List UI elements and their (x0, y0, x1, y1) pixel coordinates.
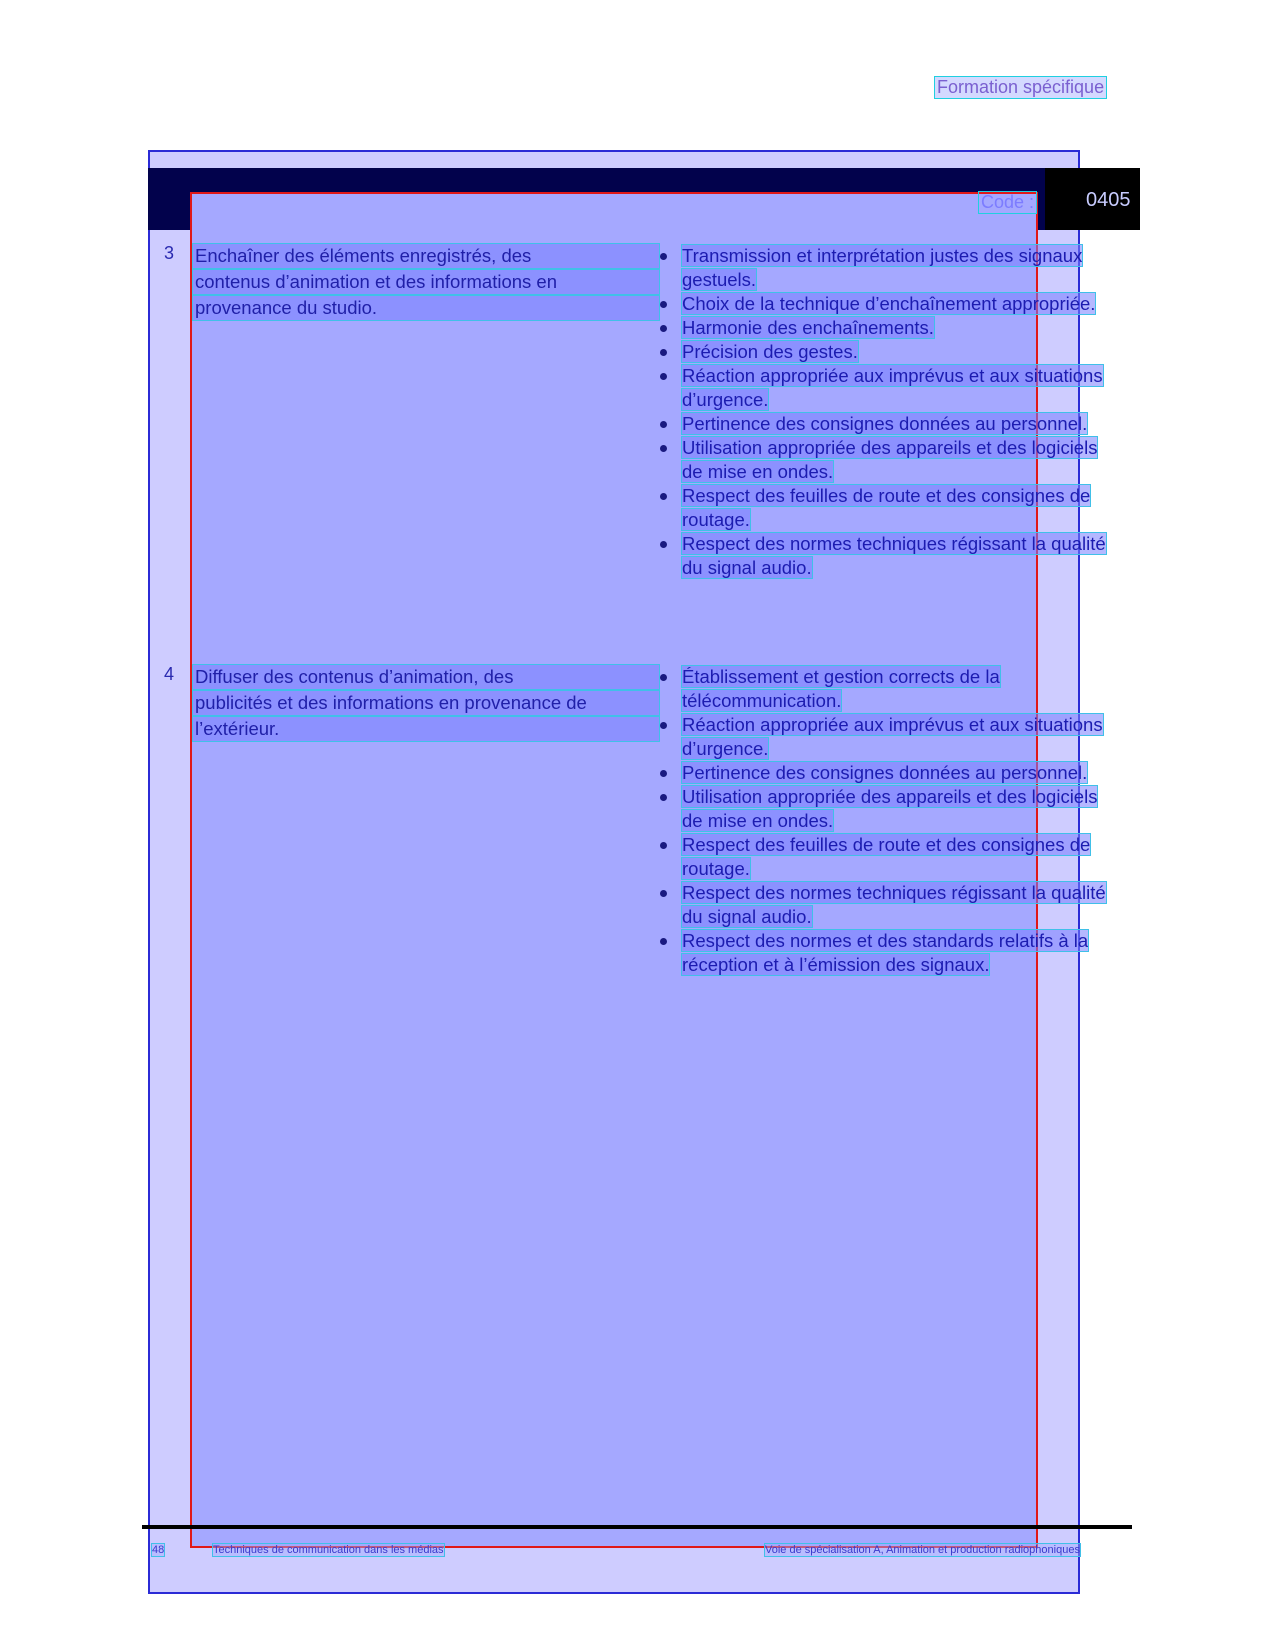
criterion: Respect des feuilles de route et des consignes de routage. (658, 484, 1118, 532)
bullet-icon (660, 674, 667, 681)
bullet-icon (660, 722, 667, 729)
code-value: 0405 (1086, 189, 1131, 211)
criterion: Utilisation appropriée des appareils et des logiciels de mise en ondes. (658, 785, 1118, 833)
element-line: provenance du studio. (192, 295, 660, 321)
footer-left-text: Techniques de communication dans les médias (213, 1544, 444, 1556)
criteria-list (658, 244, 1118, 580)
bullet-icon (660, 938, 667, 945)
bullet-icon (660, 349, 667, 356)
bullet-icon (660, 541, 667, 548)
criterion: Précision des gestes. (658, 340, 1118, 364)
element-line: publicités et des informations en provenance de (192, 690, 660, 716)
bullet-icon (660, 421, 667, 428)
criterion: Réaction appropriée aux imprévus et aux situations d’urgence. (658, 364, 1118, 412)
bullet-icon (660, 253, 667, 260)
criterion: Choix de la technique d’enchaînement appropriée. (658, 292, 1118, 316)
element-line: contenus d’animation et des informations en (192, 269, 660, 295)
criterion: Réaction appropriée aux imprévus et aux situations d’urgence. (658, 713, 1118, 761)
footer-rule (142, 1525, 1132, 1529)
criterion: Pertinence des consignes données au personnel. (658, 412, 1118, 436)
row-number: 4 (164, 664, 175, 684)
row-number: 3 (164, 243, 175, 263)
bullet-icon (660, 794, 667, 801)
criteria-list (658, 665, 1118, 977)
bullet-icon (660, 301, 667, 308)
criterion: Transmission et interprétation justes des signaux gestuels. (658, 244, 1118, 292)
bullet-icon (660, 445, 667, 452)
competency-element (192, 664, 660, 742)
element-line: Enchaîner des éléments enregistrés, des (192, 243, 660, 269)
criterion: Respect des feuilles de route et des consignes de routage. (658, 833, 1118, 881)
criterion: Respect des normes techniques régissant la qualité du signal audio. (658, 532, 1118, 580)
criterion: Respect des normes techniques régissant la qualité du signal audio. (658, 881, 1118, 929)
section-title: Formation spécifique (934, 76, 1107, 99)
criterion: Harmonie des enchaînements. (658, 316, 1118, 340)
code-label: Code : (978, 191, 1037, 214)
footer-right-text: Voie de spécialisation A, Animation et production radiophoniques (765, 1544, 1080, 1556)
criterion: Établissement et gestion corrects de la télécommunication. (658, 665, 1118, 713)
bullet-icon (660, 890, 667, 897)
competency-element (192, 243, 660, 321)
bullet-icon (660, 842, 667, 849)
criterion: Respect des normes et des standards relatifs à la réception et à l’émission des signaux. (658, 929, 1118, 977)
criterion: Utilisation appropriée des appareils et des logiciels de mise en ondes. (658, 436, 1118, 484)
bullet-icon (660, 325, 667, 332)
bullet-icon (660, 770, 667, 777)
page-number: 48 (152, 1544, 165, 1556)
criterion: Pertinence des consignes données au personnel. (658, 761, 1118, 785)
bullet-icon (660, 373, 667, 380)
element-line: l’extérieur. (192, 716, 660, 742)
element-line: Diffuser des contenus d’animation, des (192, 664, 660, 690)
bullet-icon (660, 493, 667, 500)
